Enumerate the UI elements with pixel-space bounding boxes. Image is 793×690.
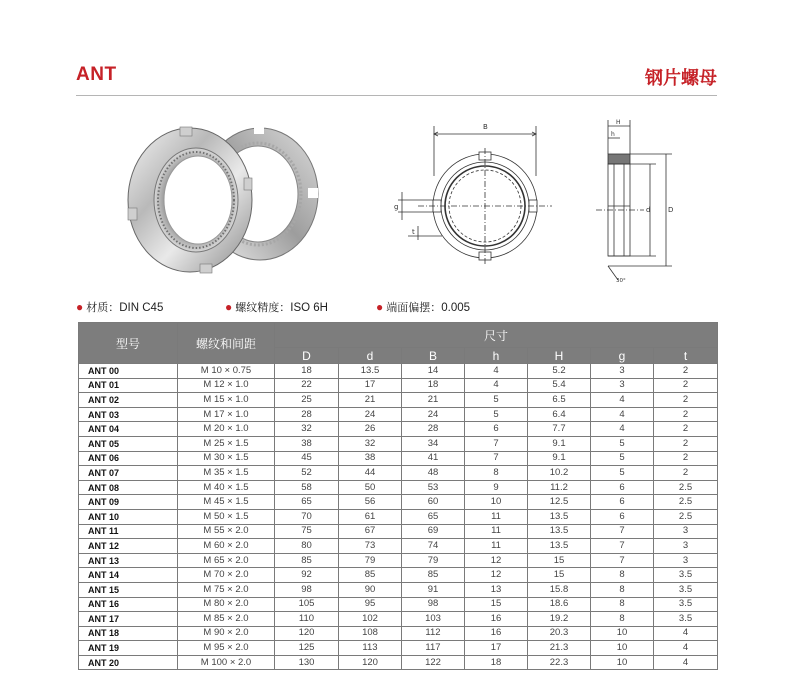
- cell-H: 5.4: [528, 378, 591, 393]
- cell-D: 52: [275, 466, 339, 481]
- spec-list: [76, 299, 716, 315]
- cell-model: ANT 06: [79, 451, 178, 466]
- cell-d: 90: [339, 582, 402, 597]
- cell-h: 18: [465, 655, 528, 670]
- cell-thread: M 15 × 1.0: [178, 393, 275, 408]
- cell-model: ANT 17: [79, 612, 178, 627]
- cell-thread: M 20 × 1.0: [178, 422, 275, 437]
- cell-thread: M 100 × 2.0: [178, 655, 275, 670]
- cell-thread: M 10 × 0.75: [178, 364, 275, 379]
- cell-B: 21: [402, 393, 465, 408]
- product-name: 钢片螺母: [645, 68, 717, 89]
- cell-H: 9.1: [528, 436, 591, 451]
- cell-B: 74: [402, 539, 465, 554]
- cell-g: 3: [591, 364, 654, 379]
- cell-B: 34: [402, 436, 465, 451]
- bullet-icon: ●: [376, 300, 384, 314]
- cell-H: 10.2: [528, 466, 591, 481]
- cell-t: 2: [654, 378, 718, 393]
- table-row: [79, 436, 718, 451]
- cell-model: ANT 07: [79, 466, 178, 481]
- cell-g: 5: [591, 466, 654, 481]
- cell-B: 117: [402, 641, 465, 656]
- cell-g: 10: [591, 641, 654, 656]
- header-dim-h: h: [465, 348, 528, 364]
- cell-H: 15: [528, 568, 591, 583]
- cell-D: 45: [275, 451, 339, 466]
- cell-t: 4: [654, 655, 718, 670]
- cell-B: 91: [402, 582, 465, 597]
- cell-g: 8: [591, 568, 654, 583]
- cell-h: 16: [465, 612, 528, 627]
- cell-h: 16: [465, 626, 528, 641]
- label-B: B: [483, 123, 488, 131]
- cell-thread: M 55 × 2.0: [178, 524, 275, 539]
- table-row: [79, 422, 718, 437]
- table-row: [79, 466, 718, 481]
- cell-g: 5: [591, 436, 654, 451]
- cell-d: 26: [339, 422, 402, 437]
- cell-h: 10: [465, 495, 528, 510]
- cell-h: 4: [465, 364, 528, 379]
- cell-thread: M 25 × 1.5: [178, 436, 275, 451]
- cell-thread: M 80 × 2.0: [178, 597, 275, 612]
- cell-H: 22.3: [528, 655, 591, 670]
- cell-d: 108: [339, 626, 402, 641]
- cell-model: ANT 18: [79, 626, 178, 641]
- cell-model: ANT 11: [79, 524, 178, 539]
- label-g: g: [394, 203, 399, 211]
- label-h: h: [611, 131, 615, 138]
- cell-thread: M 70 × 2.0: [178, 568, 275, 583]
- header-dim-t: t: [654, 348, 718, 364]
- label-H: H: [616, 119, 621, 126]
- dimension-table: [78, 322, 718, 670]
- cell-H: 21.3: [528, 641, 591, 656]
- cell-D: 70: [275, 509, 339, 524]
- cell-t: 2: [654, 436, 718, 451]
- cell-g: 4: [591, 393, 654, 408]
- cell-thread: M 60 × 2.0: [178, 539, 275, 554]
- header-dim-H: H: [528, 348, 591, 364]
- cell-model: ANT 03: [79, 407, 178, 422]
- spec-thread-precision: ● 螺纹精度：ISO 6H: [225, 300, 328, 314]
- cell-g: 10: [591, 655, 654, 670]
- cell-d: 73: [339, 539, 402, 554]
- header-dim-D: D: [275, 348, 339, 364]
- cell-model: ANT 14: [79, 568, 178, 583]
- cell-d: 32: [339, 436, 402, 451]
- cell-model: ANT 04: [79, 422, 178, 437]
- cell-H: 9.1: [528, 451, 591, 466]
- cell-t: 3: [654, 524, 718, 539]
- table-row: [79, 509, 718, 524]
- cell-g: 7: [591, 553, 654, 568]
- cell-t: 4: [654, 641, 718, 656]
- label-t: t: [412, 228, 415, 236]
- cell-t: 3.5: [654, 582, 718, 597]
- cell-B: 48: [402, 466, 465, 481]
- cell-H: 13.5: [528, 509, 591, 524]
- cell-d: 113: [339, 641, 402, 656]
- cell-model: ANT 02: [79, 393, 178, 408]
- table-row: [79, 393, 718, 408]
- cell-t: 3.5: [654, 597, 718, 612]
- cell-D: 65: [275, 495, 339, 510]
- cell-B: 98: [402, 597, 465, 612]
- cell-t: 2: [654, 393, 718, 408]
- cell-t: 3.5: [654, 568, 718, 583]
- cell-H: 15: [528, 553, 591, 568]
- cell-H: 11.2: [528, 480, 591, 495]
- cell-h: 9: [465, 480, 528, 495]
- cell-model: ANT 05: [79, 436, 178, 451]
- cell-g: 10: [591, 626, 654, 641]
- cell-B: 60: [402, 495, 465, 510]
- cell-h: 11: [465, 539, 528, 554]
- cell-thread: M 40 × 1.5: [178, 480, 275, 495]
- cell-D: 125: [275, 641, 339, 656]
- cell-g: 7: [591, 524, 654, 539]
- cell-model: ANT 00: [79, 364, 178, 379]
- table-row: [79, 539, 718, 554]
- cell-t: 2: [654, 466, 718, 481]
- cell-d: 13.5: [339, 364, 402, 379]
- cell-g: 6: [591, 509, 654, 524]
- cell-g: 4: [591, 422, 654, 437]
- cell-h: 7: [465, 451, 528, 466]
- cell-B: 79: [402, 553, 465, 568]
- cell-d: 44: [339, 466, 402, 481]
- cell-h: 4: [465, 378, 528, 393]
- table-row: [79, 553, 718, 568]
- table-row: [79, 524, 718, 539]
- cell-H: 18.6: [528, 597, 591, 612]
- bullet-icon: ●: [225, 300, 233, 314]
- cell-d: 102: [339, 612, 402, 627]
- cell-h: 7: [465, 436, 528, 451]
- cell-B: 112: [402, 626, 465, 641]
- cell-B: 69: [402, 524, 465, 539]
- cell-h: 15: [465, 597, 528, 612]
- cell-d: 50: [339, 480, 402, 495]
- bullet-icon: ●: [76, 300, 84, 314]
- front-view-drawing: [388, 116, 560, 276]
- header-thread: 螺纹和间距: [178, 323, 275, 364]
- cell-thread: M 12 × 1.0: [178, 378, 275, 393]
- cell-model: ANT 12: [79, 539, 178, 554]
- cell-thread: M 75 × 2.0: [178, 582, 275, 597]
- table-row: [79, 597, 718, 612]
- table-row: [79, 582, 718, 597]
- cell-thread: M 65 × 2.0: [178, 553, 275, 568]
- table-row: [79, 480, 718, 495]
- cell-B: 122: [402, 655, 465, 670]
- table-row: [79, 495, 718, 510]
- header-dim-B: B: [402, 348, 465, 364]
- cell-D: 120: [275, 626, 339, 641]
- cell-g: 4: [591, 407, 654, 422]
- cell-thread: M 50 × 1.5: [178, 509, 275, 524]
- spec-face-runout: ● 端面偏摆：0.005: [376, 300, 471, 314]
- cell-d: 61: [339, 509, 402, 524]
- cell-g: 6: [591, 480, 654, 495]
- cell-h: 6: [465, 422, 528, 437]
- table-row: [79, 655, 718, 670]
- cell-t: 2: [654, 364, 718, 379]
- cell-D: 85: [275, 553, 339, 568]
- table-row: [79, 612, 718, 627]
- cell-g: 3: [591, 378, 654, 393]
- cell-B: 24: [402, 407, 465, 422]
- cell-d: 24: [339, 407, 402, 422]
- cell-model: ANT 20: [79, 655, 178, 670]
- cell-D: 130: [275, 655, 339, 670]
- cell-d: 56: [339, 495, 402, 510]
- cell-B: 103: [402, 612, 465, 627]
- cell-thread: M 85 × 2.0: [178, 612, 275, 627]
- table-row: [79, 407, 718, 422]
- cell-D: 110: [275, 612, 339, 627]
- header-dim-d: d: [339, 348, 402, 364]
- cell-H: 13.5: [528, 539, 591, 554]
- cell-thread: M 35 × 1.5: [178, 466, 275, 481]
- cell-H: 15.8: [528, 582, 591, 597]
- cell-h: 17: [465, 641, 528, 656]
- cell-thread: M 17 × 1.0: [178, 407, 275, 422]
- cell-h: 11: [465, 509, 528, 524]
- table-row: [79, 626, 718, 641]
- cell-model: ANT 09: [79, 495, 178, 510]
- cell-h: 12: [465, 568, 528, 583]
- cell-model: ANT 15: [79, 582, 178, 597]
- cell-t: 2: [654, 451, 718, 466]
- cell-t: 2.5: [654, 509, 718, 524]
- cell-B: 28: [402, 422, 465, 437]
- cell-H: 13.5: [528, 524, 591, 539]
- product-photo: [118, 118, 328, 278]
- cell-d: 67: [339, 524, 402, 539]
- cell-H: 5.2: [528, 364, 591, 379]
- cell-g: 5: [591, 451, 654, 466]
- cell-D: 105: [275, 597, 339, 612]
- cell-B: 65: [402, 509, 465, 524]
- cell-B: 18: [402, 378, 465, 393]
- cell-t: 2: [654, 407, 718, 422]
- label-d: d: [646, 206, 651, 214]
- cell-B: 14: [402, 364, 465, 379]
- table-row: [79, 641, 718, 656]
- cell-h: 5: [465, 407, 528, 422]
- cell-h: 13: [465, 582, 528, 597]
- cell-D: 28: [275, 407, 339, 422]
- cell-g: 8: [591, 612, 654, 627]
- cell-t: 3.5: [654, 612, 718, 627]
- cell-g: 8: [591, 597, 654, 612]
- cell-H: 6.5: [528, 393, 591, 408]
- table-row: [79, 451, 718, 466]
- cell-D: 98: [275, 582, 339, 597]
- table-row: [79, 364, 718, 379]
- cell-t: 2: [654, 422, 718, 437]
- label-D: D: [668, 206, 674, 214]
- cell-g: 8: [591, 582, 654, 597]
- table-row: [79, 568, 718, 583]
- cell-B: 53: [402, 480, 465, 495]
- cell-d: 38: [339, 451, 402, 466]
- cell-model: ANT 13: [79, 553, 178, 568]
- cell-d: 79: [339, 553, 402, 568]
- cell-D: 75: [275, 524, 339, 539]
- cell-t: 4: [654, 626, 718, 641]
- cell-d: 85: [339, 568, 402, 583]
- cell-t: 3: [654, 553, 718, 568]
- spec-material: ● 材质：DIN C45: [76, 300, 164, 314]
- cell-h: 8: [465, 466, 528, 481]
- cell-t: 2.5: [654, 495, 718, 510]
- cell-D: 80: [275, 539, 339, 554]
- cell-g: 7: [591, 539, 654, 554]
- cell-D: 32: [275, 422, 339, 437]
- cell-H: 20.3: [528, 626, 591, 641]
- cell-H: 19.2: [528, 612, 591, 627]
- header-dimensions: 尺寸: [275, 323, 718, 348]
- cell-t: 2.5: [654, 480, 718, 495]
- cell-g: 6: [591, 495, 654, 510]
- cell-D: 58: [275, 480, 339, 495]
- cell-model: ANT 01: [79, 378, 178, 393]
- cell-D: 25: [275, 393, 339, 408]
- cell-thread: M 95 × 2.0: [178, 641, 275, 656]
- cell-model: ANT 10: [79, 509, 178, 524]
- cell-B: 41: [402, 451, 465, 466]
- table-row: [79, 378, 718, 393]
- cell-B: 85: [402, 568, 465, 583]
- header-model: 型号: [79, 323, 178, 364]
- cell-model: ANT 16: [79, 597, 178, 612]
- cell-H: 12.5: [528, 495, 591, 510]
- cell-d: 21: [339, 393, 402, 408]
- cell-d: 95: [339, 597, 402, 612]
- label-angle: 30°: [616, 278, 626, 284]
- cell-D: 18: [275, 364, 339, 379]
- cell-model: ANT 08: [79, 480, 178, 495]
- cell-thread: M 90 × 2.0: [178, 626, 275, 641]
- side-view-drawing: [594, 116, 674, 288]
- cell-thread: M 45 × 1.5: [178, 495, 275, 510]
- cell-d: 17: [339, 378, 402, 393]
- cell-t: 3: [654, 539, 718, 554]
- header-divider: [76, 95, 717, 96]
- cell-thread: M 30 × 1.5: [178, 451, 275, 466]
- cell-h: 5: [465, 393, 528, 408]
- cell-D: 92: [275, 568, 339, 583]
- cell-d: 120: [339, 655, 402, 670]
- cell-h: 11: [465, 524, 528, 539]
- cell-D: 22: [275, 378, 339, 393]
- cell-model: ANT 19: [79, 641, 178, 656]
- cell-h: 12: [465, 553, 528, 568]
- cell-H: 7.7: [528, 422, 591, 437]
- series-title: ANT: [76, 64, 117, 85]
- cell-H: 6.4: [528, 407, 591, 422]
- header-dim-g: g: [591, 348, 654, 364]
- cell-D: 38: [275, 436, 339, 451]
